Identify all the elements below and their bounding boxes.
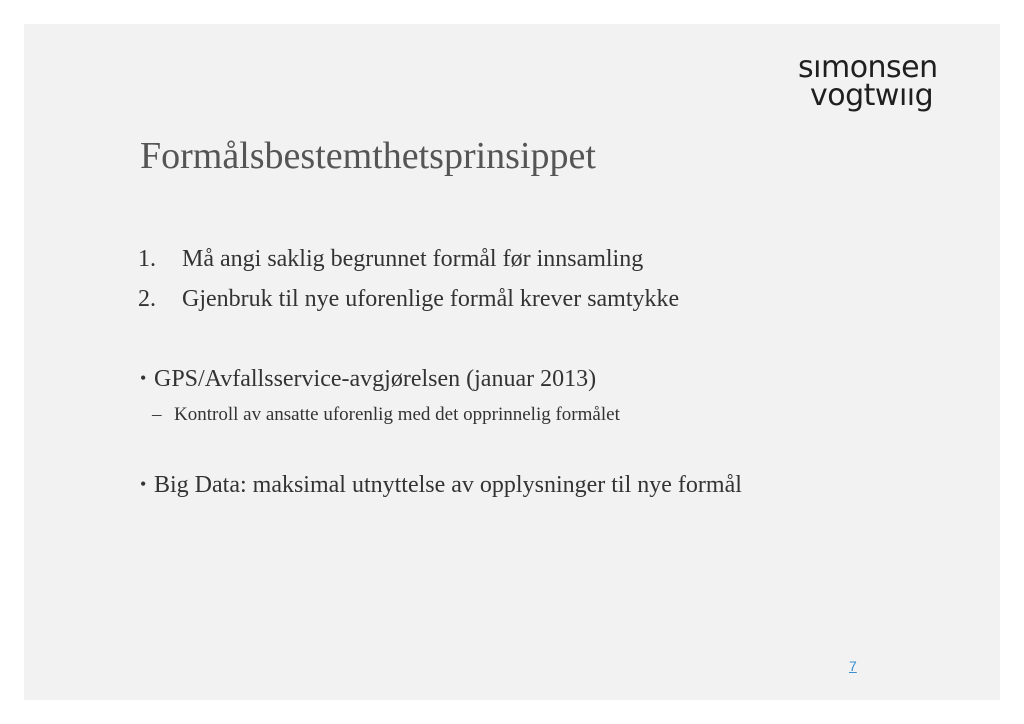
logo-line-1: sımonsen bbox=[798, 50, 938, 85]
item-number: 1. bbox=[138, 246, 156, 272]
item-number: 2. bbox=[138, 286, 156, 312]
sub-bullet-item bbox=[152, 404, 620, 426]
item-text: Må angi saklig begrunnet formål før innsamling bbox=[182, 246, 644, 272]
bullet-item-2 bbox=[140, 472, 742, 499]
logo-line-2: vogtwııg bbox=[810, 78, 934, 113]
bullet-text: GPS/Avfallsservice-avgjørelsen (januar 2013) bbox=[154, 366, 597, 392]
bullet-marker: • bbox=[140, 474, 147, 494]
slide bbox=[24, 24, 1000, 700]
bullet-item-1 bbox=[140, 366, 596, 393]
numbered-item-2 bbox=[138, 286, 679, 313]
item-text: Gjenbruk til nye uforenlige formål krever samtykke bbox=[182, 286, 680, 312]
company-logo bbox=[798, 50, 958, 113]
numbered-item-1 bbox=[138, 246, 643, 273]
page-number-link[interactable]: 7 bbox=[849, 658, 857, 674]
sub-bullet-marker: – bbox=[152, 404, 162, 425]
bullet-text: Big Data: maksimal utnyttelse av opplysninger til nye formål bbox=[154, 472, 742, 498]
slide-title: Formålsbestemthetsprinsippet bbox=[140, 135, 596, 177]
sub-bullet-text: Kontroll av ansatte uforenlig med det opprinnelig formålet bbox=[174, 404, 620, 425]
bullet-marker: • bbox=[140, 368, 147, 388]
